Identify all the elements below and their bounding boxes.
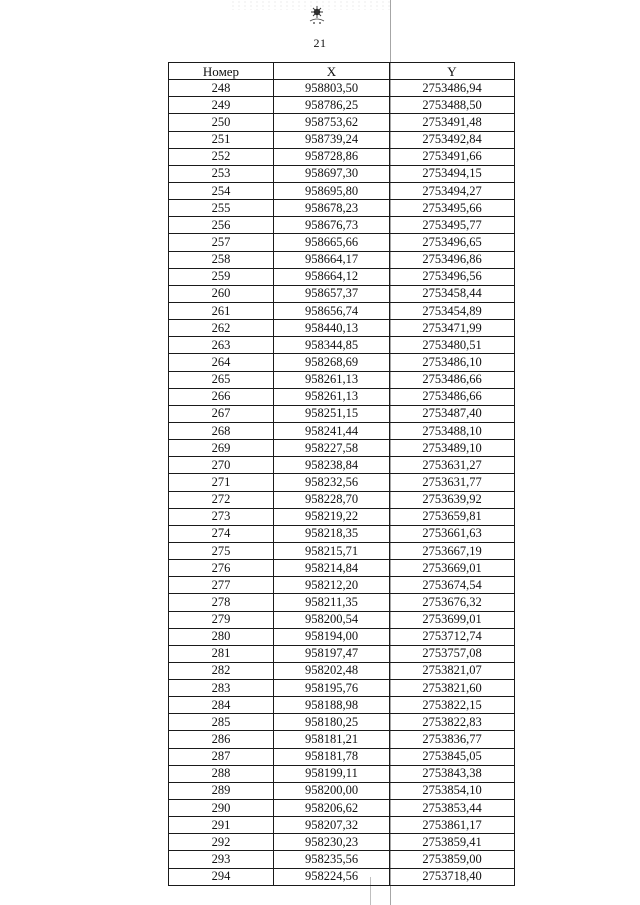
x-coordinate: 958753,62	[274, 114, 390, 131]
x-coordinate: 958206,62	[274, 800, 390, 817]
table-row	[169, 851, 515, 868]
table-header-row	[169, 63, 515, 80]
table-row	[169, 165, 515, 182]
x-coordinate: 958194,00	[274, 628, 390, 645]
table-row	[169, 182, 515, 199]
y-coordinate: 2753712,74	[390, 628, 515, 645]
table-row	[169, 457, 515, 474]
point-number: 261	[169, 302, 274, 319]
x-coordinate: 958199,11	[274, 765, 390, 782]
y-coordinate: 2753718,40	[390, 868, 515, 885]
y-coordinate: 2753486,66	[390, 371, 515, 388]
y-coordinate: 2753667,19	[390, 542, 515, 559]
x-coordinate: 958695,80	[274, 182, 390, 199]
point-number: 250	[169, 114, 274, 131]
point-number: 262	[169, 320, 274, 337]
y-coordinate: 2753454,89	[390, 302, 515, 319]
x-coordinate: 958232,56	[274, 474, 390, 491]
x-coordinate: 958224,56	[274, 868, 390, 885]
y-coordinate: 2753496,56	[390, 268, 515, 285]
stamp-mark-icon	[304, 4, 330, 26]
table-row	[169, 834, 515, 851]
x-coordinate: 958261,13	[274, 388, 390, 405]
x-coordinate: 958657,37	[274, 285, 390, 302]
x-coordinate: 958188,98	[274, 697, 390, 714]
x-coordinate: 958197,47	[274, 645, 390, 662]
x-coordinate: 958180,25	[274, 714, 390, 731]
y-coordinate: 2753661,63	[390, 525, 515, 542]
point-number: 265	[169, 371, 274, 388]
point-number: 285	[169, 714, 274, 731]
table-row	[169, 148, 515, 165]
y-coordinate: 2753487,40	[390, 405, 515, 422]
point-number: 293	[169, 851, 274, 868]
coordinates-table	[168, 62, 515, 886]
x-coordinate: 958218,35	[274, 525, 390, 542]
point-number: 294	[169, 868, 274, 885]
y-coordinate: 2753496,86	[390, 251, 515, 268]
x-coordinate: 958200,00	[274, 782, 390, 799]
x-coordinate: 958228,70	[274, 491, 390, 508]
x-coordinate: 958786,25	[274, 97, 390, 114]
table-row	[169, 337, 515, 354]
table-row	[169, 354, 515, 371]
point-number: 251	[169, 131, 274, 148]
point-number: 257	[169, 234, 274, 251]
y-coordinate: 2753471,99	[390, 320, 515, 337]
y-coordinate: 2753458,44	[390, 285, 515, 302]
table-row	[169, 800, 515, 817]
y-coordinate: 2753639,92	[390, 491, 515, 508]
x-coordinate: 958344,85	[274, 337, 390, 354]
x-coordinate: 958268,69	[274, 354, 390, 371]
y-coordinate: 2753488,10	[390, 422, 515, 439]
table-row	[169, 525, 515, 542]
point-number: 273	[169, 508, 274, 525]
table-row	[169, 200, 515, 217]
table-row	[169, 320, 515, 337]
point-number: 283	[169, 680, 274, 697]
point-number: 270	[169, 457, 274, 474]
x-coordinate: 958251,15	[274, 405, 390, 422]
table-row	[169, 97, 515, 114]
x-coordinate: 958181,21	[274, 731, 390, 748]
y-coordinate: 2753491,48	[390, 114, 515, 131]
table-row	[169, 628, 515, 645]
x-coordinate: 958219,22	[274, 508, 390, 525]
x-coordinate: 958664,12	[274, 268, 390, 285]
y-coordinate: 2753676,32	[390, 594, 515, 611]
table-row	[169, 782, 515, 799]
y-coordinate: 2753488,50	[390, 97, 515, 114]
point-number: 259	[169, 268, 274, 285]
point-number: 256	[169, 217, 274, 234]
point-number: 292	[169, 834, 274, 851]
table-row	[169, 611, 515, 628]
point-number: 274	[169, 525, 274, 542]
y-coordinate: 2753859,41	[390, 834, 515, 851]
x-coordinate: 958230,23	[274, 834, 390, 851]
point-number: 267	[169, 405, 274, 422]
table-row	[169, 508, 515, 525]
table-row	[169, 131, 515, 148]
y-coordinate: 2753631,77	[390, 474, 515, 491]
table-row	[169, 114, 515, 131]
table-body	[169, 80, 515, 886]
point-number: 260	[169, 285, 274, 302]
point-number: 289	[169, 782, 274, 799]
x-coordinate: 958665,66	[274, 234, 390, 251]
table-row	[169, 474, 515, 491]
point-number: 288	[169, 765, 274, 782]
table-row	[169, 285, 515, 302]
y-coordinate: 2753821,60	[390, 680, 515, 697]
y-coordinate: 2753861,17	[390, 817, 515, 834]
point-number: 268	[169, 422, 274, 439]
x-coordinate: 958212,20	[274, 577, 390, 594]
table-row	[169, 217, 515, 234]
table-row	[169, 697, 515, 714]
point-number: 284	[169, 697, 274, 714]
y-coordinate: 2753859,00	[390, 851, 515, 868]
y-coordinate: 2753822,15	[390, 697, 515, 714]
x-coordinate: 958238,84	[274, 457, 390, 474]
table-row	[169, 440, 515, 457]
y-coordinate: 2753495,66	[390, 200, 515, 217]
x-coordinate: 958728,86	[274, 148, 390, 165]
table-row	[169, 662, 515, 679]
point-number: 281	[169, 645, 274, 662]
point-number: 290	[169, 800, 274, 817]
table-row	[169, 422, 515, 439]
point-number: 272	[169, 491, 274, 508]
x-coordinate: 958241,44	[274, 422, 390, 439]
y-coordinate: 2753480,51	[390, 337, 515, 354]
y-coordinate: 2753492,84	[390, 131, 515, 148]
y-coordinate: 2753494,27	[390, 182, 515, 199]
x-coordinate: 958207,32	[274, 817, 390, 834]
table-row	[169, 680, 515, 697]
y-coordinate: 2753495,77	[390, 217, 515, 234]
y-coordinate: 2753854,10	[390, 782, 515, 799]
table-row	[169, 491, 515, 508]
y-coordinate: 2753486,10	[390, 354, 515, 371]
table-row	[169, 560, 515, 577]
y-coordinate: 2753674,54	[390, 577, 515, 594]
x-coordinate: 958200,54	[274, 611, 390, 628]
point-number: 249	[169, 97, 274, 114]
point-number: 275	[169, 542, 274, 559]
table-row	[169, 645, 515, 662]
y-coordinate: 2753494,15	[390, 165, 515, 182]
table-row	[169, 542, 515, 559]
point-number: 277	[169, 577, 274, 594]
y-coordinate: 2753757,08	[390, 645, 515, 662]
table-row	[169, 405, 515, 422]
header-y: Y	[390, 63, 515, 80]
y-coordinate: 2753496,65	[390, 234, 515, 251]
table-row	[169, 868, 515, 885]
x-coordinate: 958214,84	[274, 560, 390, 577]
point-number: 248	[169, 80, 274, 97]
point-number: 266	[169, 388, 274, 405]
table-row	[169, 765, 515, 782]
x-coordinate: 958739,24	[274, 131, 390, 148]
table-row	[169, 371, 515, 388]
x-coordinate: 958803,50	[274, 80, 390, 97]
point-number: 280	[169, 628, 274, 645]
x-coordinate: 958261,13	[274, 371, 390, 388]
table-row	[169, 748, 515, 765]
table-row	[169, 594, 515, 611]
x-coordinate: 958440,13	[274, 320, 390, 337]
point-number: 258	[169, 251, 274, 268]
table-row	[169, 817, 515, 834]
x-coordinate: 958664,17	[274, 251, 390, 268]
table-row	[169, 714, 515, 731]
y-coordinate: 2753631,27	[390, 457, 515, 474]
y-coordinate: 2753486,94	[390, 80, 515, 97]
x-coordinate: 958676,73	[274, 217, 390, 234]
table-row	[169, 302, 515, 319]
y-coordinate: 2753822,83	[390, 714, 515, 731]
table-row	[169, 251, 515, 268]
point-number: 286	[169, 731, 274, 748]
table-row	[169, 731, 515, 748]
y-coordinate: 2753491,66	[390, 148, 515, 165]
point-number: 276	[169, 560, 274, 577]
header-number: Номер	[169, 63, 274, 80]
point-number: 282	[169, 662, 274, 679]
point-number: 253	[169, 165, 274, 182]
x-coordinate: 958215,71	[274, 542, 390, 559]
table-row	[169, 577, 515, 594]
point-number: 252	[169, 148, 274, 165]
table-row	[169, 268, 515, 285]
y-coordinate: 2753821,07	[390, 662, 515, 679]
point-number: 291	[169, 817, 274, 834]
header-x: X	[274, 63, 390, 80]
point-number: 269	[169, 440, 274, 457]
table-row	[169, 388, 515, 405]
x-coordinate: 958656,74	[274, 302, 390, 319]
point-number: 278	[169, 594, 274, 611]
point-number: 255	[169, 200, 274, 217]
x-coordinate: 958195,76	[274, 680, 390, 697]
y-coordinate: 2753853,44	[390, 800, 515, 817]
point-number: 271	[169, 474, 274, 491]
point-number: 263	[169, 337, 274, 354]
point-number: 279	[169, 611, 274, 628]
y-coordinate: 2753699,01	[390, 611, 515, 628]
x-coordinate: 958181,78	[274, 748, 390, 765]
x-coordinate: 958678,23	[274, 200, 390, 217]
table-row	[169, 80, 515, 97]
y-coordinate: 2753845,05	[390, 748, 515, 765]
y-coordinate: 2753843,38	[390, 765, 515, 782]
x-coordinate: 958227,58	[274, 440, 390, 457]
x-coordinate: 958235,56	[274, 851, 390, 868]
y-coordinate: 2753836,77	[390, 731, 515, 748]
x-coordinate: 958697,30	[274, 165, 390, 182]
y-coordinate: 2753659,81	[390, 508, 515, 525]
y-coordinate: 2753489,10	[390, 440, 515, 457]
point-number: 254	[169, 182, 274, 199]
y-coordinate: 2753669,01	[390, 560, 515, 577]
table-row	[169, 234, 515, 251]
point-number: 264	[169, 354, 274, 371]
x-coordinate: 958211,35	[274, 594, 390, 611]
y-coordinate: 2753486,66	[390, 388, 515, 405]
x-coordinate: 958202,48	[274, 662, 390, 679]
point-number: 287	[169, 748, 274, 765]
page-number: 21	[313, 36, 327, 50]
